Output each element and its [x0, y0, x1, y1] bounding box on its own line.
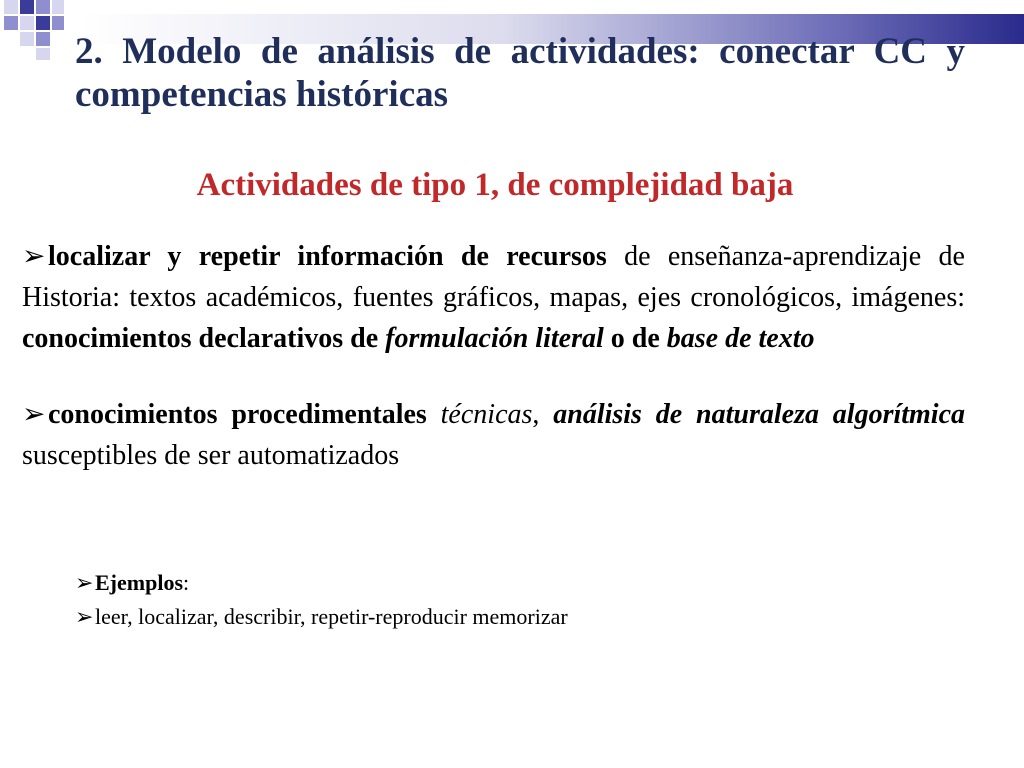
decor-square: [20, 32, 34, 46]
bullet2-bold-1: conocimientos procedimentales: [48, 399, 441, 430]
arrow-bullet-icon: ➢: [22, 241, 46, 272]
slide-subtitle: Actividades de tipo 1, de complejidad baja: [196, 167, 794, 203]
slide-title: 2. Modelo de análisis de actividades: conectar CC y competencias históricas: [75, 31, 965, 115]
bullet1-bold-1: localizar y repetir información de recursos: [48, 241, 607, 272]
bullet1-bold-2: conocimientos declarativos de: [22, 323, 386, 354]
decor-square: [52, 0, 64, 14]
decor-square: [20, 0, 34, 14]
examples-label: Ejemplos: [95, 570, 183, 595]
bullet1-bold-italic-2: base de texto: [666, 323, 815, 354]
bullet2-text-1: ,: [532, 399, 554, 430]
decor-square: [36, 32, 50, 46]
bullet1-bold-italic-1: formulación literal: [385, 323, 604, 354]
bullet2-italic-1: técnicas: [440, 399, 533, 430]
arrow-bullet-icon: ➢: [75, 604, 94, 629]
bullet-list: [22, 236, 965, 476]
decor-square: [4, 16, 18, 30]
decor-square: [36, 16, 50, 30]
decor-square: [4, 0, 18, 14]
bullet2-text-2: susceptibles de ser automatizados: [22, 440, 400, 471]
arrow-bullet-icon: ➢: [75, 570, 94, 595]
decor-square: [52, 16, 64, 30]
bullet-item-2: [22, 394, 965, 476]
examples-item-text: leer, localizar, describir, repetir-reproducir memorizar: [95, 604, 568, 629]
bullet1-bold-3: o de: [603, 323, 667, 354]
examples-label-suffix: :: [183, 570, 190, 595]
bullet1-text-2: :: [957, 282, 965, 313]
decor-square: [36, 0, 50, 14]
examples-item: [75, 600, 875, 634]
bullet2-bold-italic-1: análisis de naturaleza algorítmica: [553, 399, 966, 430]
examples-list: [75, 566, 875, 634]
decor-square: [36, 48, 50, 60]
bullet1-text-1: de enseñanza-aprendizaje de Historia: textos académicos, fuentes gráficos, mapas, ejes cronológicos, imágenes: [22, 241, 965, 313]
bullet-item-1: [22, 236, 965, 359]
decor-square: [20, 16, 34, 30]
arrow-bullet-icon: ➢: [22, 399, 46, 430]
examples-label-item: [75, 566, 875, 600]
